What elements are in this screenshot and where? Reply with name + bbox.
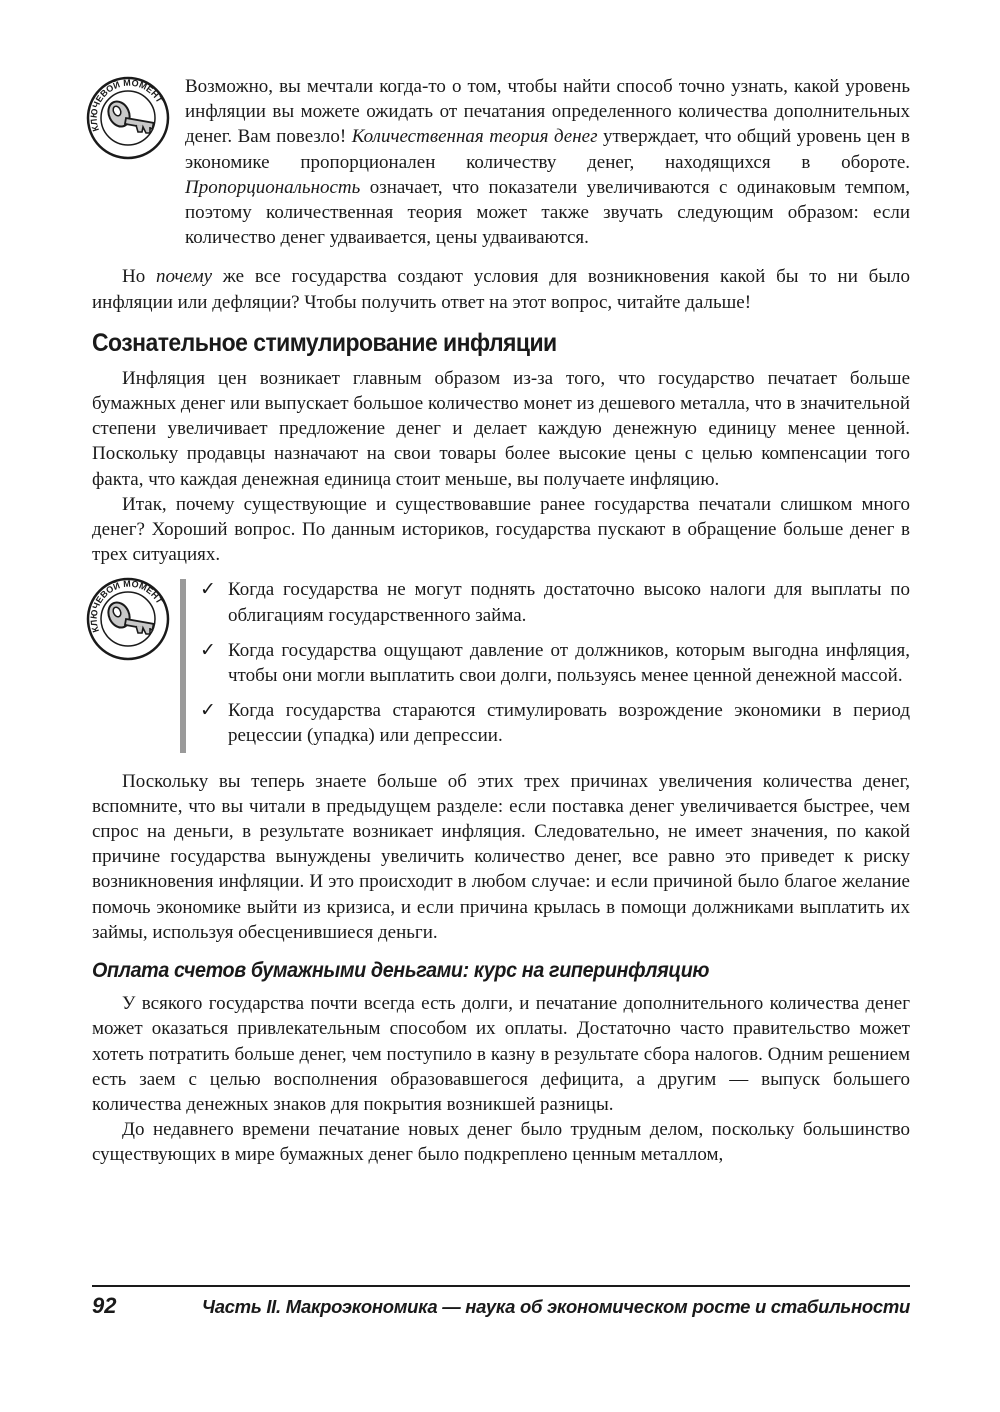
- checkmark-icon: ✓: [200, 578, 216, 601]
- key-note-text: Возможно, вы мечтали когда-то о том, чтобы найти способ точно узнать, какой уровень инфляции вы можете ожидать от печатания определенного количества дополнительных денег. Вам повезло! Количественная теория денег утверждает, что общий уровень цен в экономике пропорционален количеству денег, находящихся в обороте. Пропорциональность означает, что показатели увеличиваются с одинаковым темпом, поэтому количественная теория может также звучать следующим образом: если количество денег удваивается, цены удваиваются.: [185, 76, 910, 249]
- list-item-text: Когда государства стараются стимулировать возрождение экономики в период рецессии (упадка) или депрессии.: [228, 700, 910, 747]
- key-icon: [84, 575, 172, 663]
- checklist: [185, 577, 910, 748]
- running-title: Часть II. Макроэкономика — наука об экономическом росте и стабильности: [201, 1296, 910, 1317]
- page-number: 92: [92, 1293, 117, 1318]
- key-icon: [84, 74, 172, 162]
- key-note-block: [88, 74, 910, 250]
- key-note-checklist: [88, 577, 910, 748]
- list-item-text: Когда государства не могут поднять достаточно высоко налоги для выплаты по облигациям государственного займа.: [228, 579, 910, 626]
- paragraph: Инфляция цен возникает главным образом из-за того, что государство печатает больше бумажных денег или выпускает большое количество монет из дешевого металла, что в значительной степени увеличивает предложение денег и делает каждую денежную единицу менее ценной. Поскольку продавцы назначают на свои товары более высокие цены с целью компенсации того факта, что каждая денежная единица стоит меньше, вы получаете инфляцию.: [92, 367, 910, 490]
- paragraph-why: Но почему же все государства создают условия для возникновения какой бы то ни было инфляции или дефляции? Чтобы получить ответ на этот вопрос, читайте дальше!: [92, 266, 911, 313]
- list-item: [200, 577, 910, 627]
- list-item: [200, 638, 910, 688]
- list-item-text: Когда государства ощущают давление от должников, которым выгодна инфляция, чтобы они могли выплатить свои долги, пользуясь менее ценной денежной массой.: [228, 639, 910, 687]
- subsection-heading: Оплата счетов бумажными деньгами: курс на гиперинфляцию: [92, 959, 710, 983]
- paragraph: Итак, почему существующие и существовавшие ранее государства печатали слишком много денег? Хороший вопрос. По данным историков, государства пускают в обращение больше денег в трех ситуациях.: [92, 493, 910, 566]
- key-note-label: КЛЮЧЕВОЙ МОМЕНТ: [88, 77, 165, 133]
- key-note-label: КЛЮЧЕВОЙ МОМЕНТ: [88, 579, 165, 635]
- checkmark-icon: ✓: [200, 699, 216, 722]
- paragraph: Поскольку вы теперь знаете больше об этих трех причинах увеличения количества денег, вспомните, что вы читали в предыдущем разделе: если поставка денег увеличивается быстрее, чем спрос на деньги, в результате возникает инфляция. Следовательно, не имеет значения, по какой причине государства вынуждены увеличить количество денег, все равно это приведет к риску возникновения инфляции. И это происходит в любом случае: и если причиной было благое желание помочь экономике выйти из кризиса, и если причина крылась в помощи должниками выплатить их займы, используя обесценившиеся деньги.: [92, 770, 910, 943]
- checkmark-icon: ✓: [200, 638, 216, 661]
- page-footer: [92, 1285, 910, 1319]
- page-body: [88, 74, 911, 1168]
- sidebar-rule: [180, 579, 186, 752]
- list-item: [200, 698, 910, 748]
- section-heading: Сознательное стимулирование инфляции: [92, 328, 557, 357]
- paragraph: До недавнего времени печатание новых денег было трудным делом, поскольку большинство существующих в мире бумажных денег было подкреплено ценным металлом,: [92, 1119, 910, 1166]
- paragraph: У всякого государства почти всегда есть долги, и печатание дополнительного количества денег может оказаться привлекательным способом их оплаты. Достаточно часто правительство может хотеть потратить больше денег, чем поступило в казну в результате сбора налогов. Одним решением есть заем с целью восполнения образовавшегося дефицита, а другим — выпуск большего количества денежных знаков для покрытия возникшей разницы.: [92, 993, 910, 1115]
